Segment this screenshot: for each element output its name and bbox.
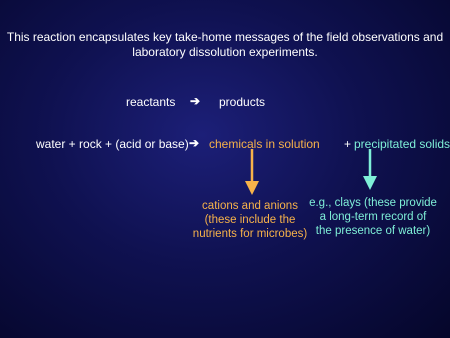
- clays-note-line-1: e.g., clays (these provide: [309, 197, 437, 209]
- equation-reactants: water + rock + (acid or base): [36, 137, 189, 151]
- equation-chemicals: chemicals in solution: [209, 137, 320, 151]
- right-arrow-icon: ➔: [190, 94, 201, 108]
- cations-note-line-3: nutrients for microbes): [192, 228, 308, 240]
- teal-down-arrow-icon: [363, 149, 377, 190]
- cations-note-line-1: cations and anions: [202, 200, 298, 212]
- orange-down-arrow-icon: [245, 149, 259, 195]
- right-arrow-icon: ➔: [189, 136, 200, 150]
- clays-note-line-3: the presence of water): [315, 225, 431, 237]
- equation-plus: +: [344, 137, 352, 151]
- cations-note-line-2: (these include the: [204, 214, 296, 226]
- clays-note-line-2: a long-term record of: [319, 211, 427, 223]
- intro-line-2: laboratory dissolution experiments.: [132, 45, 318, 59]
- reactants-label: reactants: [126, 95, 176, 109]
- clays-note: [298, 196, 448, 238]
- intro-line-1: This reaction encapsulates key take-home messages of the field observations and: [6, 30, 444, 44]
- products-label: products: [219, 95, 266, 109]
- equation-solids: precipitated solids: [354, 137, 450, 151]
